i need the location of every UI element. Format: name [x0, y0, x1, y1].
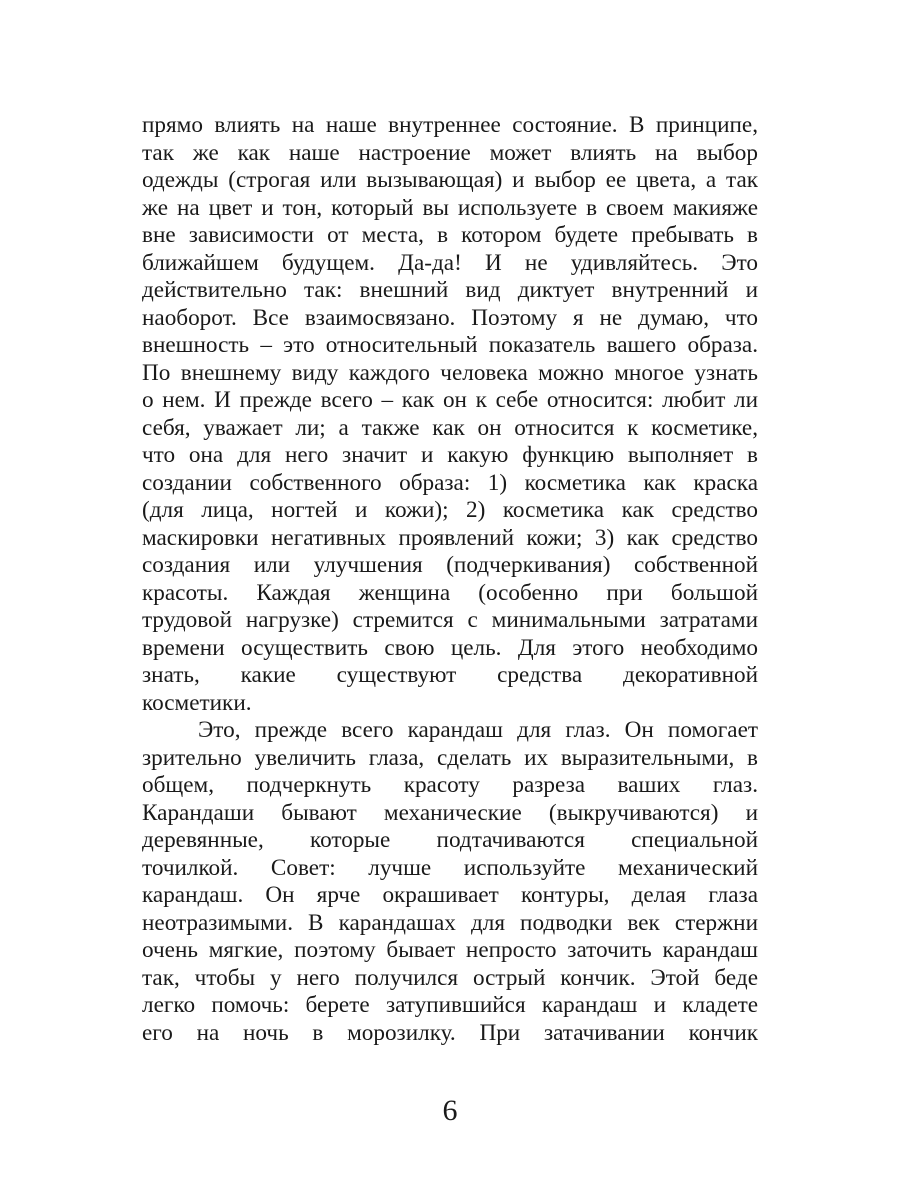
text-line: действительно так: внешний вид диктует внутренний и [142, 277, 758, 303]
page-number: 6 [442, 1094, 458, 1127]
text-line: красоты. Каждая женщина (особенно при большой [142, 579, 758, 606]
text-line: деревянные, которые подтачиваются специальной [142, 827, 758, 853]
text-line: себя, уважает ли; а также как он относится к косметике, [142, 414, 758, 441]
text-line: (для лица, ногтей и кожи); 2) косметика как средство [142, 497, 758, 523]
paragraph [142, 112, 758, 717]
text-line: общем, подчеркнуть красоту разреза ваших глаз. [142, 772, 758, 798]
text-line: времени осуществить свою цель. Для этого необходимо [142, 634, 758, 661]
text-line: же на цвет и тон, который вы используете в своем макияже [142, 194, 758, 221]
text-line: так, чтобы у него получился острый кончик. Этой беде [142, 964, 758, 991]
text-line: одежды (строгая или вызывающая) и выбор ее цвета, а так [142, 167, 758, 193]
text-line: зрительно увеличить глаза, сделать их выразительными, в [142, 744, 758, 771]
text-line: карандаш. Он ярче окрашивает контуры, делая глаза [142, 882, 758, 908]
text-line: ближайшем будущем. Да-да! И не удивляйтесь. Это [142, 249, 758, 276]
text-line: его на ночь в морозилку. При затачивании кончик [142, 1019, 758, 1046]
text-line: трудовой нагрузке) стремится с минимальными затратами [142, 607, 758, 633]
text-line: внешность – это относительный показатель вашего образа. [142, 332, 758, 358]
text-line: так же как наше настроение может влиять на выбор [142, 139, 758, 166]
text-line: точилкой. Совет: лучше используйте механический [142, 854, 758, 881]
body-text [142, 112, 758, 1047]
text-line: наоборот. Все взаимосвязано. Поэтому я не думаю, что [142, 304, 758, 331]
text-line: легко помочь: берете затупившийся карандаш и кладете [142, 992, 758, 1018]
text-line: очень мягкие, поэтому бывает непросто заточить карандаш [142, 937, 758, 963]
text-line: По внешнему виду каждого человека можно многое узнать [142, 359, 758, 386]
text-line: Это, прежде всего карандаш для глаз. Он помогает [198, 717, 758, 743]
text-line: Карандаши бывают механические (выкручиваются) и [142, 799, 758, 826]
text-line: прямо влиять на наше внутреннее состояние. В принципе, [142, 112, 758, 138]
text-line: косметики. [142, 689, 252, 716]
paragraph [142, 717, 758, 1047]
text-line: вне зависимости от места, в котором будете пребывать в [142, 222, 758, 248]
text-line: о нем. И прежде всего – как он к себе относится: любит ли [142, 387, 758, 413]
text-line: что она для него значит и какую функцию выполняет в [142, 442, 758, 468]
text-line: знать, какие существуют средства декоративной [142, 662, 758, 688]
text-line: создании собственного образа: 1) косметика как краска [142, 469, 758, 496]
text-line: маскировки негативных проявлений кожи; 3) как средство [142, 524, 758, 551]
text-line: неотразимыми. В карандашах для подводки век стержни [142, 909, 758, 936]
text-line: создания или улучшения (подчеркивания) собственной [142, 552, 758, 578]
